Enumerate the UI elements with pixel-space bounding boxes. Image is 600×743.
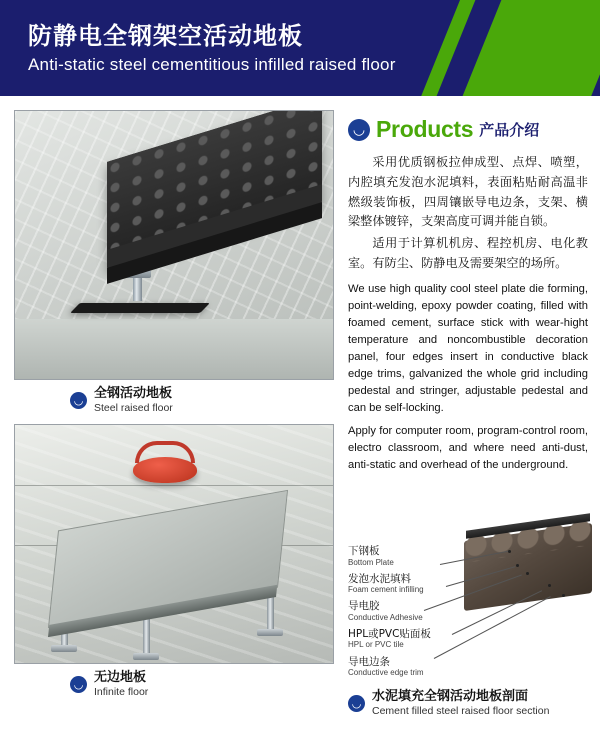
headphone-icon: ◡ [70, 392, 87, 409]
section-label-cn: 下钢板 [348, 545, 380, 557]
leader-dot [526, 572, 529, 575]
section-diagram-caption [348, 690, 549, 717]
figure-caption-en: Infinite floor [94, 685, 149, 698]
section-label-cn: 发泡水泥填料 [348, 572, 411, 585]
leader-dot [516, 564, 519, 567]
tile-seam [15, 485, 334, 486]
section-diagram [348, 528, 592, 678]
floor-section-cutaway [464, 532, 592, 602]
pedestal-base [51, 645, 77, 652]
figure-caption-1 [14, 387, 334, 414]
section-label-en: HPL or PVC tile [348, 640, 404, 650]
products-title-en: Products [376, 116, 474, 142]
headphone-icon: ◡ [348, 695, 365, 712]
headphone-icon: ◡ [348, 119, 370, 141]
figures-column [14, 110, 334, 698]
paragraph-en-1: We use high quality cool steel plate die forming, point-welding, epoxy powder coating, filled with foamed cement, surface stick with wear-hight temperature and noncombustible decoration panel, four edges insert in conductive black edge trims, galvanized the whole grid including pedestal and stringer, adjustable pedestal and can be self-locking. [348, 282, 588, 414]
leader-dot [562, 594, 565, 597]
section-label-item [348, 601, 478, 622]
page-title-cn: 防静电全钢架空活动地板 [28, 22, 303, 50]
figure-caption-cn: 全钢活动地板 [94, 386, 173, 401]
page-header [0, 0, 600, 96]
suction-cup [133, 457, 197, 483]
products-title-cn: 产品介绍 [479, 121, 540, 139]
pedestal-base [133, 653, 159, 660]
section-label-en: Conductive Adhesive [348, 612, 423, 622]
floor-surface [15, 319, 333, 380]
leader-dot [548, 584, 551, 587]
paragraph-cn-2: 适用于计算机机房、程控机房、电化教室。有防尘、防静电及需要架空的场所。 [348, 236, 588, 270]
products-column [348, 116, 588, 480]
figure-steel-raised-floor [14, 110, 334, 380]
leader-dot [508, 550, 511, 553]
section-label-item [348, 574, 478, 595]
products-heading [348, 116, 588, 143]
paragraph-cn-1: 采用优质钢板拉伸成型、点焊、喷塑，内腔填充发泡水泥填料，表面粘贴耐高温非燃级装饰板，四周镶嵌导电边条，支架、横梁整体镀锌，支架高度可调并能自锁。 [348, 155, 588, 229]
figure-caption-en: Steel raised floor [94, 401, 173, 414]
section-caption-en: Cement filled steel raised floor section [372, 704, 550, 717]
figure-caption-cn: 无边地板 [94, 670, 147, 685]
figure-infinite-floor [14, 424, 334, 664]
section-label-list [348, 546, 478, 684]
section-label-cn: 导电边条 [348, 655, 390, 668]
section-label-cn: HPL或PVC贴面板 [348, 627, 431, 640]
figure-caption-2 [14, 671, 334, 698]
section-label-cn: 导电胶 [348, 600, 380, 613]
section-label-en: Foam cement infilling [348, 585, 424, 595]
section-caption-cn: 水泥填充全钢活动地板剖面 [372, 689, 529, 704]
pedestal-base [257, 629, 283, 636]
section-label-item [348, 546, 478, 567]
section-label-item [348, 657, 478, 678]
headphone-icon: ◡ [70, 676, 87, 693]
products-body-cn [348, 153, 588, 274]
section-label-en: Bottom Plate [348, 557, 394, 567]
pedestal-base [70, 303, 210, 313]
section-label-en: Conductive edge trim [348, 668, 424, 678]
paragraph-en-2: Apply for computer room, program-control room, electro classroom, and where need anti-dust, anti-static and overhead of the underground. [348, 424, 588, 471]
section-label-item [348, 629, 478, 650]
products-body-en [348, 281, 588, 474]
page-title-en: Anti-static steel cementitious infilled raised floor [28, 55, 396, 74]
